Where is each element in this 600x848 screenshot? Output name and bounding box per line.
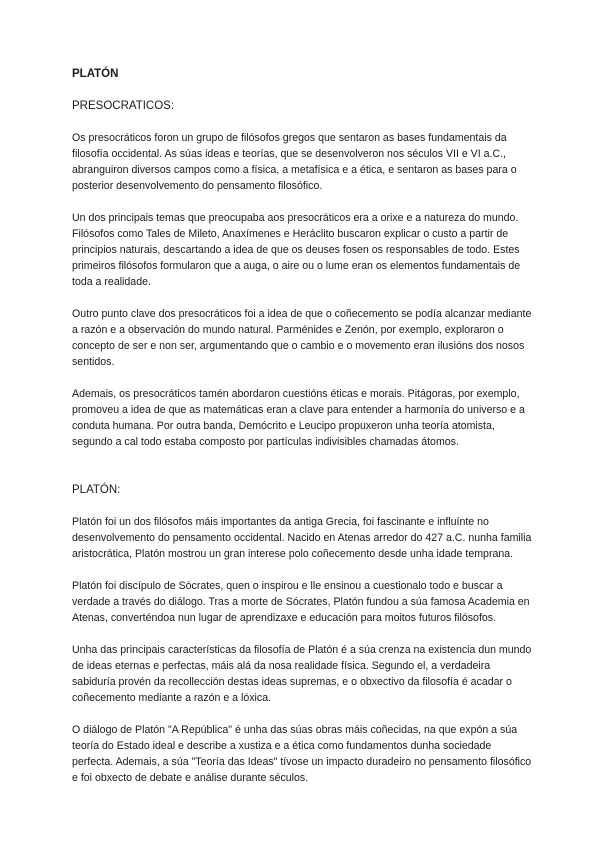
paragraph: Os presocráticos foron un grupo de filósofos gregos que sentaron as bases fundamentais da filosofía occidental. As súas ideas e teorías, que se desenvolveron nos séculos VII e VI a.C., abranguiron diversos campos como a física, a metafísica e a ética, e sentaron as bases para o posterior desenvolvemento do pensamento filosófico. — [72, 132, 517, 192]
document-page — [72, 66, 532, 802]
section-heading-platon: PLATÓN: — [72, 484, 121, 496]
paragraph: Platón foi un dos filósofos máis importantes da antiga Grecia, foi fascinante e influínte no desenvolvemento do pensamento occidental. Nacido en Atenas arredor do 427 a.C. nunha familia aristocrática, Platón mostrou un gran interese polo coñecemento desde unha idade temprana. — [72, 516, 532, 560]
paragraph: Outro punto clave dos presocráticos foi a idea de que o coñecemento se podía alcanzar mediante a razón e a observación do mundo natural. Parménides e Zenón, por exemplo, exploraron o concepto de ser e non ser, argumentando que o cambio e o movemento eran ilusións dos nosos sentidos. — [72, 308, 532, 368]
paragraph: Ademais, os presocráticos tamén abordaron cuestións éticas e morais. Pitágoras, por exemplo, promoveu a idea de que as matemáticas eran a clave para entender a harmonía do universo e a conduta humana. Por outra banda, Demócrito e Leucipo propuxeron unha teoría atomista, segundo a cal todo estaba composto por partículas indivisibles chamadas átomos. — [72, 388, 525, 448]
paragraph: O diálogo de Platón "A República" é unha das súas obras máis coñecidas, na que expón a súa teoría do Estado ideal e describe a xustiza e a ética como fundamentos dunha sociedade perfecta. Ademais, a súa "Teoría das Ideas" tívose un impacto duradeiro no pensamento filosófico e foi obxecto de debate e análise durante séculos. — [72, 724, 532, 784]
document-title: PLATÓN — [72, 68, 119, 80]
section-spacer — [72, 466, 532, 482]
section-platon — [72, 482, 532, 786]
paragraph: Unha das principais características da filosofía de Platón é a súa crenza na existencia dun mundo de ideas eternas e perfectas, máis alá da nosa realidade física. Segundo el, a verdadeira sabiduría provén da recollección destas ideas supremas, e o obxectivo da filosofía é acadar o coñecemento mediante a razón e a lóxica. — [72, 644, 532, 704]
section-presocraticos — [72, 98, 532, 450]
paragraph: Un dos principais temas que preocupaba aos presocráticos era a orixe e a natureza do mundo. Filósofos como Tales de Mileto, Anaxímenes e Heráclito buscaron explicar o custo a partir de principios naturais, descartando a idea de que os deuses fosen os responsables de todo. Estes primeiros filósofos formularon que a auga, o aire ou o lume eran os elementos fundamentais de toda a realidade. — [72, 212, 521, 288]
section-heading-presocraticos: PRESOCRATICOS: — [72, 100, 175, 112]
paragraph: Platón foi discípulo de Sócrates, quen o inspirou e lle ensinou a cuestionalo todo e buscar a verdade a través do diálogo. Tras a morte de Sócrates, Platón fundou a súa famosa Academia en Atenas, converténdoa nun lugar de aprendizaxe e educación para moitos futuros filósofos. — [72, 580, 530, 624]
